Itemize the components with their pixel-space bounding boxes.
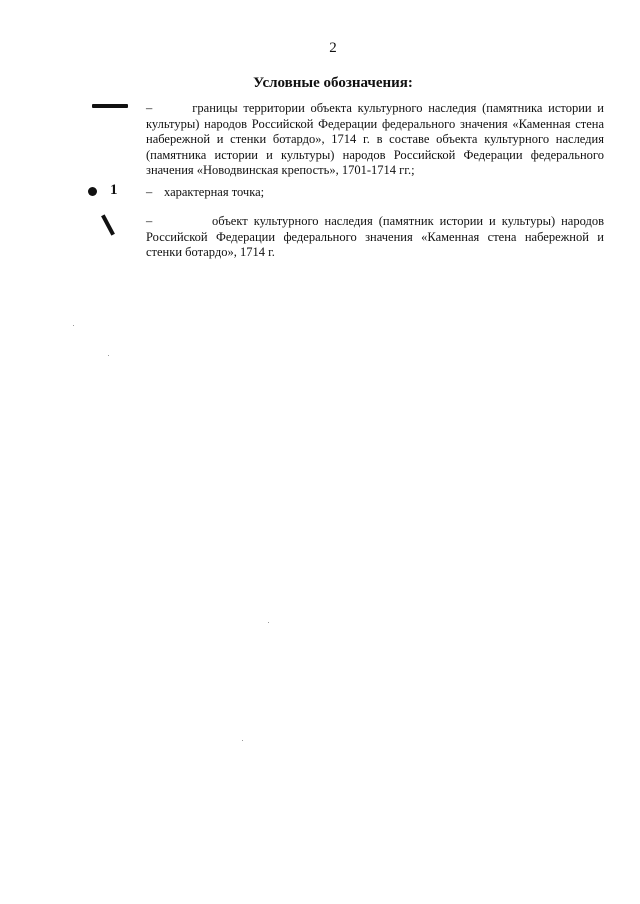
scan-speck [108, 355, 109, 356]
page-number: 2 [329, 40, 337, 56]
point-marker-icon [88, 187, 97, 196]
legend-text: характерная точка; [164, 185, 265, 199]
legend-item-description [146, 214, 604, 261]
legend-text: объект культурного наследия (памятник истории и культуры) народов Российской Федерации федерального значения «Каменная стена набережной и стенки ботардо», 1714 г. [146, 214, 605, 259]
legend-item-point [86, 184, 606, 204]
legend-heading: Условные обозначения: [253, 75, 413, 91]
legend-item-boundary [86, 101, 606, 181]
legend-dash: – [146, 185, 153, 199]
boundary-line-icon [92, 104, 128, 108]
scan-speck [242, 740, 243, 741]
legend-dash: – [146, 214, 153, 228]
object-line-icon [101, 214, 115, 235]
legend-item-description [146, 101, 604, 179]
legend-dash: – [146, 101, 153, 115]
point-marker-number: 1 [110, 182, 118, 198]
legend-item-object [86, 214, 606, 274]
legend-text: границы территории объекта культурного наследия (памятника истории и культуры) народов Российской Федерации федерального значения «Каменная стена набережной и стенки ботардо», 1714 г. в составе объекта культурного наследия (памятника истории и культуры) народов Российской Федерации федерального значения «Новодвинская крепость», 1701-1714 гг.; [146, 101, 604, 177]
scan-speck [268, 622, 269, 623]
scan-speck [73, 325, 74, 326]
